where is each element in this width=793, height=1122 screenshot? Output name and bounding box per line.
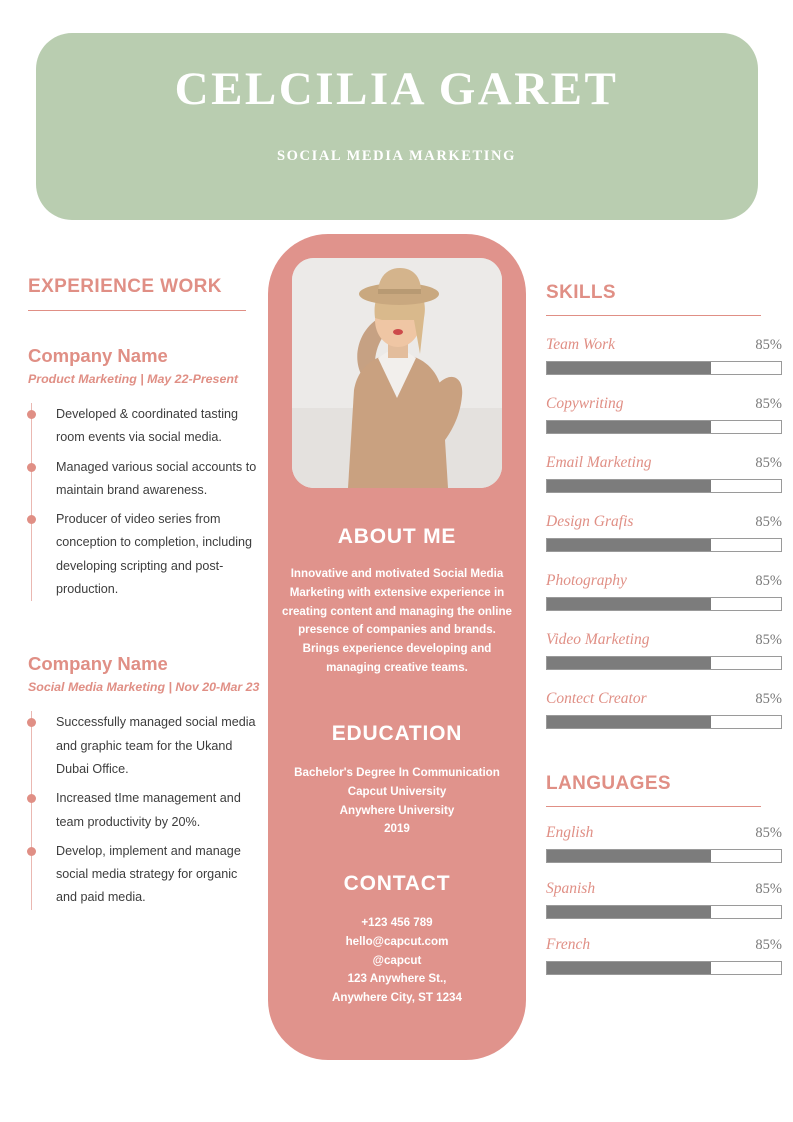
skill-percent: 85% [755, 337, 782, 353]
skill-item [546, 454, 782, 493]
skills-title: SKILLS [546, 282, 616, 303]
contact-section [276, 872, 518, 1008]
bullet-dot-icon [27, 515, 36, 524]
experience-section [28, 276, 260, 916]
job-bullets [31, 403, 260, 601]
bullet-dot-icon [27, 410, 36, 419]
skill-percent: 85% [755, 573, 782, 589]
bullet-text: Increased tIme management and team productivity by 20%. [56, 791, 241, 829]
language-bar [546, 961, 782, 975]
language-item [546, 936, 782, 975]
skill-bar [546, 479, 782, 493]
skill-percent: 85% [755, 514, 782, 530]
education-line: Anywhere University [339, 803, 455, 817]
skill-bar [546, 420, 782, 434]
experience-item [28, 345, 260, 601]
about-text: Innovative and motivated Social Media Marketing with extensive experience in creating content and managing the online presence of companies and brands. Brings experience developing and managing creative teams. [282, 567, 512, 674]
list-item [56, 840, 260, 910]
skill-percent: 85% [755, 396, 782, 412]
experience-divider [28, 310, 246, 311]
language-name: French [546, 936, 591, 953]
skill-bar [546, 597, 782, 611]
skill-bar [546, 361, 782, 375]
language-bar [546, 849, 782, 863]
skill-name: Design Grafis [546, 513, 634, 530]
about-title: ABOUT ME [337, 525, 457, 548]
education-line: Bachelor's Degree In Communication [294, 766, 500, 779]
skill-bar [546, 715, 782, 729]
portrait-photo-icon [292, 258, 502, 488]
education-line: Capcut University [347, 784, 447, 798]
about-section [276, 525, 518, 678]
bullet-text: Successfully managed social media and graphic team for the Ukand Dubai Office. [56, 715, 256, 776]
skill-bar [546, 656, 782, 670]
header-subtitle: SOCIAL MEDIA MARKETING [276, 148, 517, 164]
skill-item [546, 513, 782, 552]
job-meta: Social Media Marketing | Nov 20-Mar 23 [28, 680, 260, 695]
page-title: CELCILIA GARET [174, 63, 619, 115]
bullet-dot-icon [27, 847, 36, 856]
skill-bar-fill [547, 539, 711, 551]
skill-bar [546, 538, 782, 552]
contact-address-line-1: 123 Anywhere St., [347, 972, 447, 986]
bullet-dot-icon [27, 718, 36, 727]
languages-divider [546, 806, 761, 807]
skill-percent: 85% [755, 632, 782, 648]
skill-item [546, 395, 782, 434]
contact-email[interactable]: hello@capcut.com [345, 934, 449, 948]
bullet-text: Develop, implement and manage social media strategy for organic and paid media. [56, 843, 241, 905]
company-name: Company Name [28, 653, 168, 675]
language-item [546, 880, 782, 919]
avatar [292, 258, 502, 488]
list-item [56, 787, 260, 834]
skill-item [546, 336, 782, 375]
language-name: English [546, 824, 594, 841]
job-meta: Product Marketing | May 22-Present [28, 372, 239, 386]
bullet-dot-icon [27, 794, 36, 803]
company-name: Company Name [28, 345, 168, 366]
skills-divider [546, 315, 761, 316]
bullet-dot-icon [27, 463, 36, 472]
language-percent: 85% [755, 937, 782, 953]
bullet-text: Developed & coordinated tasting room events via social media. [56, 406, 239, 445]
contact-title: CONTACT [343, 872, 451, 895]
language-bar [546, 905, 782, 919]
skill-item [546, 572, 782, 611]
contact-handle[interactable]: @capcut [372, 953, 422, 967]
skill-name: Team Work [546, 336, 616, 353]
experience-item [28, 653, 260, 909]
education-section [276, 722, 518, 839]
skill-name: Photography [546, 572, 627, 589]
language-bar-fill [547, 850, 711, 862]
contact-phone: +123 456 789 [361, 916, 433, 929]
skill-bar-fill [547, 421, 711, 433]
language-percent: 85% [755, 825, 782, 841]
skill-percent: 85% [755, 691, 782, 707]
skill-item [546, 631, 782, 670]
education-title: EDUCATION [331, 722, 463, 745]
education-line: 2019 [384, 822, 410, 836]
language-bar-fill [547, 906, 711, 918]
skill-name: Copywriting [546, 395, 624, 412]
bullet-text: Producer of video series from conception to completion, including developing scripting and post-production. [56, 512, 253, 597]
language-item [546, 824, 782, 863]
list-item [56, 508, 260, 601]
list-item [56, 456, 260, 503]
skill-item [546, 690, 782, 729]
contact-address-line-2: Anywhere City, ST 1234 [332, 991, 462, 1005]
skill-percent: 85% [755, 455, 782, 471]
skill-bar-fill [547, 657, 711, 669]
language-bar-fill [547, 962, 711, 974]
skill-bar-fill [547, 362, 711, 374]
skill-name: Email Marketing [546, 454, 652, 471]
skill-bar-fill [547, 598, 711, 610]
language-name: Spanish [546, 880, 596, 897]
experience-title: EXPERIENCE WORK [28, 276, 222, 297]
languages-section [546, 773, 782, 807]
list-item [56, 403, 260, 450]
languages-title: LANGUAGES [546, 773, 671, 794]
skill-bar-fill [547, 716, 711, 728]
skill-bar-fill [547, 480, 711, 492]
list-item [56, 711, 260, 781]
bullet-text: Managed various social accounts to maintain brand awareness. [56, 459, 257, 497]
skill-name: Contect Creator [546, 690, 647, 707]
skill-name: Video Marketing [546, 631, 650, 648]
skills-section [546, 282, 782, 975]
language-percent: 85% [755, 881, 782, 897]
job-bullets [31, 711, 260, 909]
